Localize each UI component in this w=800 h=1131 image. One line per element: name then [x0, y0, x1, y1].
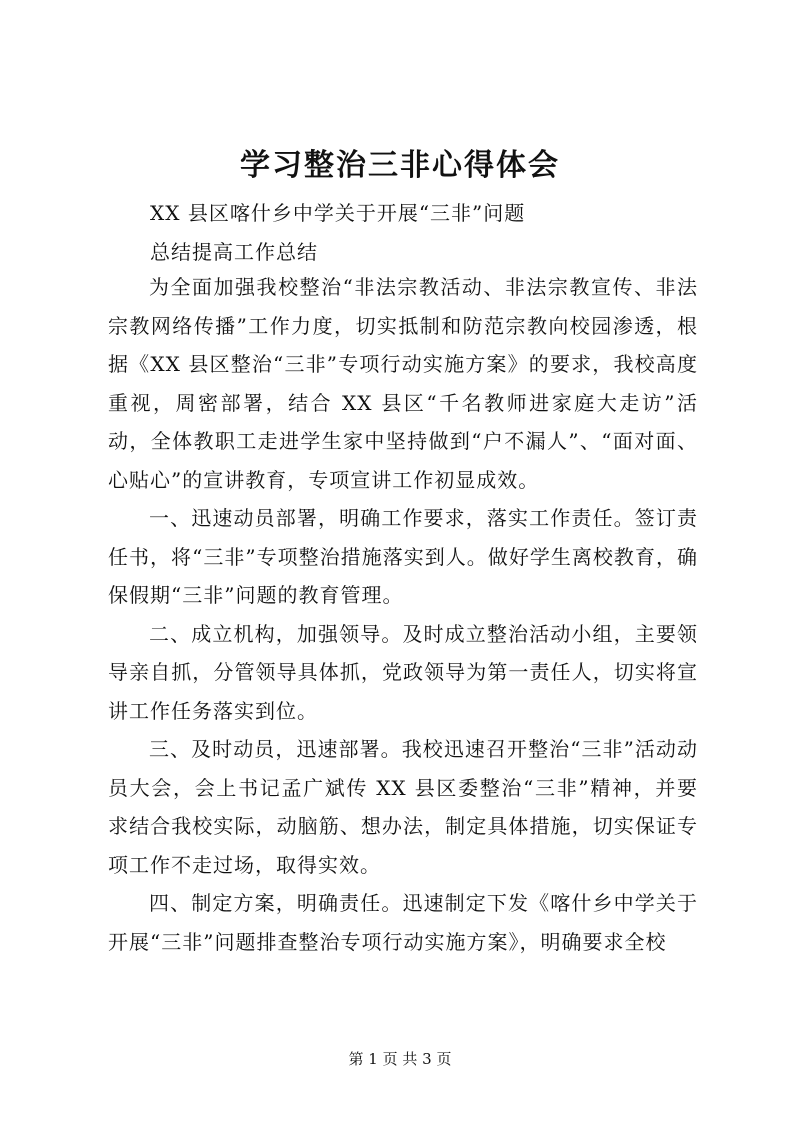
- paragraph-section-1: 一、迅速动员部署，明确工作要求，落实工作责任。签订责任书，将“三非”专项整治措施落实到人。做好学生离校教育，确保假期“三非”问题的教育管理。: [108, 506, 698, 607]
- subtitle-line-2: 总结提高工作总结: [150, 240, 318, 264]
- paragraph-intro: 为全面加强我校整治“非法宗教活动、非法宗教宣传、非法宗教网络传播”工作力度，切实抵制和防范宗教向校园渗透，根据《XX 县区整治“三非”专项行动实施方案》的要求，我校高度重视，周密部署，结合 XX 县区“千名教师进家庭大走访”活动，全体教职工走进学生家中坚持做到“户不漏人”、“面对面、心贴心”的宣讲教育，专项宣讲工作初显成效。: [108, 275, 698, 492]
- paragraph-section-4: 四、制定方案，明确责任。迅速制定下发《喀什乡中学关于开展“三非”问题排查整治专项行动实施方案》，明确要求全校: [108, 891, 698, 954]
- document-title: 学习整治三非心得体会: [240, 148, 560, 183]
- subtitle-line-1: XX 县区喀什乡中学关于开展“三非”问题: [150, 201, 526, 225]
- page-number: 第 1 页 共 3 页: [348, 1050, 452, 1068]
- document-body: [108, 268, 698, 961]
- paragraph-section-3: 三、及时动员，迅速部署。我校迅速召开整治“三非”活动动员大会，会上书记孟广斌传 XX 县区委整治“三非”精神，并要求结合我校实际，动脑筋、想办法，制定具体措施，切实保证专项工作不走过场，取得实效。: [108, 737, 698, 877]
- paragraph-section-2: 二、成立机构，加强领导。及时成立整治活动小组，主要领导亲自抓，分管领导具体抓，党政领导为第一责任人，切实将宣讲工作任务落实到位。: [108, 621, 698, 723]
